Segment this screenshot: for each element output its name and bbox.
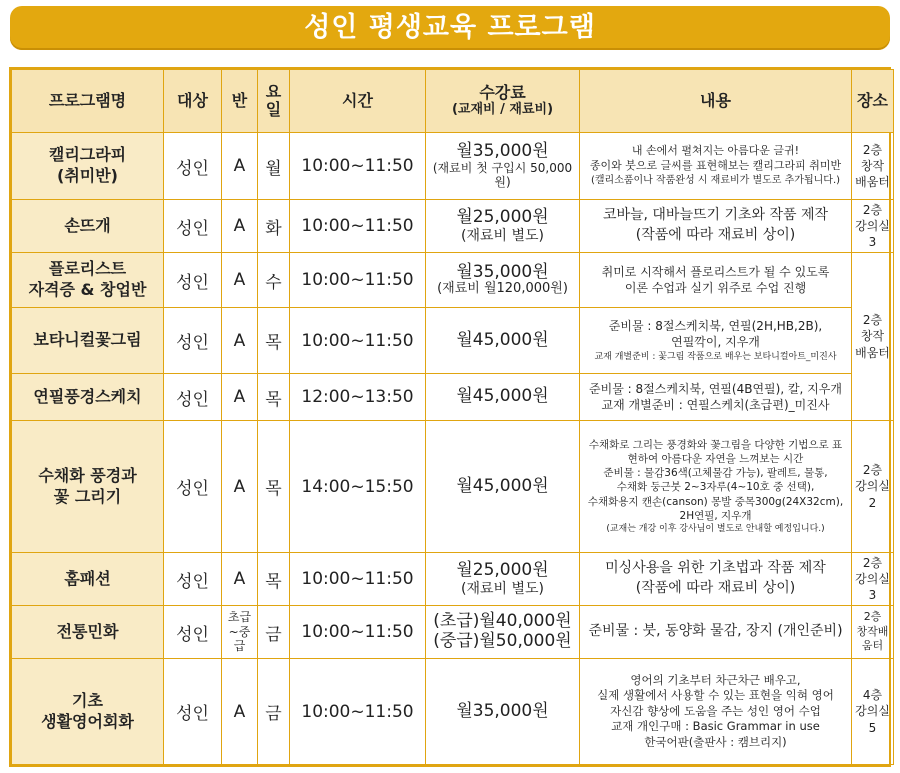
location-line: 강의실3 bbox=[855, 571, 890, 603]
target-cell: 성인 bbox=[164, 308, 222, 374]
content-line: 연필깍이, 지우개 bbox=[671, 335, 760, 350]
page-title: 성인 평생교육 프로그램 bbox=[304, 12, 596, 43]
table-row bbox=[12, 374, 894, 421]
content-line: 영어의 기초부터 차근차근 배우고, bbox=[630, 672, 801, 687]
program-name-line: (취미반) bbox=[57, 166, 118, 185]
content-line: 미싱사용을 위한 기초법과 작품 제작 bbox=[605, 560, 826, 577]
header-content: 내용 bbox=[580, 70, 852, 133]
fee-amount: (초급)월40,000원 bbox=[433, 611, 572, 632]
content-line: (교재는 개강 이후 강사님이 별도로 안내할 예정입니다.) bbox=[606, 523, 825, 534]
fee-amount: 월35,000원 bbox=[456, 261, 549, 282]
table-row bbox=[12, 421, 894, 553]
fee-note: (재료비 별도) bbox=[461, 580, 544, 597]
location-line: 강의실5 bbox=[855, 704, 890, 735]
target-cell: 성인 bbox=[164, 253, 222, 308]
location-line: 2층 bbox=[862, 142, 883, 157]
program-name bbox=[12, 553, 164, 606]
content-cell bbox=[580, 606, 852, 659]
fee-note: (재료비 월120,000원) bbox=[437, 281, 568, 297]
fee-cell bbox=[426, 659, 580, 765]
fee-amount: 월25,000원 bbox=[456, 207, 549, 228]
location-line: 2층 bbox=[862, 313, 883, 328]
target-cell: 성인 bbox=[164, 374, 222, 421]
day-cell: 목 bbox=[258, 553, 290, 606]
content-cell bbox=[580, 308, 852, 374]
day-cell: 화 bbox=[258, 200, 290, 253]
fee-amount: 월25,000원 bbox=[456, 560, 549, 581]
content-line: 준비물 : 물감36색(고체물감 가능), 팔레트, 물통, bbox=[603, 467, 828, 480]
program-name bbox=[12, 421, 164, 553]
program-table-wrapper bbox=[9, 67, 891, 767]
fee-amount: 월45,000원 bbox=[456, 475, 549, 496]
content-cell bbox=[580, 421, 852, 553]
class-cell: A bbox=[222, 374, 258, 421]
time-cell: 12:00~13:50 bbox=[290, 374, 426, 421]
location-line: 4층 bbox=[862, 688, 883, 703]
fee-amount: 월35,000원 bbox=[456, 700, 549, 721]
content-line: 내 손에서 펼쳐지는 아름다운 글귀! bbox=[631, 144, 800, 158]
location-cell bbox=[852, 253, 894, 421]
time-cell: 10:00~11:50 bbox=[290, 606, 426, 659]
location-cell bbox=[852, 200, 894, 253]
content-line: (작품에 따라 재료비 상이) bbox=[635, 580, 796, 596]
location-line: 배움터 bbox=[855, 175, 890, 190]
location-cell bbox=[852, 606, 894, 659]
program-name bbox=[12, 253, 164, 308]
content-line: (작품에 따라 재료비 상이) bbox=[635, 227, 796, 243]
program-name-line: 기초 bbox=[72, 690, 103, 710]
fee-note: (재료비 별도) bbox=[461, 227, 544, 244]
day-cell: 목 bbox=[258, 308, 290, 374]
content-line: (캘리소품이나 작품완성 시 재료비가 별도로 추가됩니다.) bbox=[590, 175, 841, 187]
content-line: 이론 수업과 실기 위주로 수업 진행 bbox=[624, 281, 807, 295]
fee-amount-2: (중급)월50,000원 bbox=[433, 631, 572, 651]
location-line: 2층 bbox=[863, 609, 882, 623]
program-name-line: 캘리그라피 bbox=[48, 145, 127, 165]
content-line: 종이와 붓으로 글씨를 표현해보는 캘리그라피 취미반 bbox=[589, 159, 842, 173]
program-name bbox=[12, 308, 164, 374]
location-line: 강의실3 bbox=[855, 218, 890, 250]
class-cell: A bbox=[222, 421, 258, 553]
content-line: 준비물 : 붓, 동양화 물감, 장지 (개인준비) bbox=[588, 623, 843, 640]
time-cell: 10:00~11:50 bbox=[290, 200, 426, 253]
content-line: 수채화로 그리는 풍경화와 꽃그림을 다양한 기법으로 표 bbox=[588, 438, 843, 451]
program-name-line: 자격증 & 창업반 bbox=[28, 280, 147, 299]
header-class: 반 bbox=[222, 70, 258, 133]
header-fee-sub: (교재비 / 재료비) bbox=[451, 101, 554, 117]
fee-cell bbox=[426, 606, 580, 659]
content-cell bbox=[580, 659, 852, 765]
location-line: 강의실2 bbox=[855, 479, 890, 510]
program-name bbox=[12, 200, 164, 253]
content-line: 준비물 : 8절스케치북, 연필(4B연필), 칼, 지우개 bbox=[589, 381, 842, 396]
location-cell bbox=[852, 659, 894, 765]
day-cell: 금 bbox=[258, 659, 290, 765]
content-line: 교재 개별준비 : 꽃그림 작품으로 배우는 보타니컬아트_미진사 bbox=[594, 351, 837, 362]
day-cell: 월 bbox=[258, 133, 290, 200]
program-name-line: 수채화 풍경과 bbox=[38, 465, 137, 485]
header-time: 시간 bbox=[290, 70, 426, 133]
class-cell: A bbox=[222, 253, 258, 308]
program-name-line: 플로리스트 bbox=[48, 259, 127, 279]
program-name bbox=[12, 606, 164, 659]
content-line: 자신감 향상에 도움을 주는 성인 영어 수업 bbox=[610, 703, 821, 718]
time-cell: 10:00~11:50 bbox=[290, 659, 426, 765]
table-row bbox=[12, 253, 894, 308]
table-row bbox=[12, 553, 894, 606]
content-line: 교재 개인구매 : Basic Grammar in use bbox=[611, 719, 820, 734]
day-cell: 목 bbox=[258, 421, 290, 553]
time-cell: 10:00~11:50 bbox=[290, 133, 426, 200]
program-name-line: 생활영어회화 bbox=[41, 711, 134, 731]
location-line: 2층 bbox=[862, 202, 883, 217]
class-cell: A bbox=[222, 200, 258, 253]
fee-amount: 월35,000원 bbox=[456, 141, 549, 162]
content-line: 2H연필, 지우개 bbox=[679, 509, 752, 522]
location-line: 창작배움터 bbox=[856, 624, 889, 653]
header-day: 요일 bbox=[258, 70, 290, 133]
target-cell: 성인 bbox=[164, 200, 222, 253]
content-cell bbox=[580, 253, 852, 308]
header-fee bbox=[426, 70, 580, 133]
class-cell: A bbox=[222, 659, 258, 765]
header-name: 프로그램명 bbox=[12, 70, 164, 133]
content-line: 실제 생활에서 사용할 수 있는 표현을 익혀 영어 bbox=[597, 688, 834, 703]
location-cell bbox=[852, 421, 894, 553]
target-cell: 성인 bbox=[164, 421, 222, 553]
fee-note: (재료비 첫 구입시 50,000원) bbox=[432, 160, 573, 189]
content-line: 수채화용지 캔손(canson) 몽발 중목300g(24X32cm), bbox=[587, 495, 844, 508]
header-fee-label: 수강료 bbox=[479, 83, 526, 103]
program-name bbox=[12, 374, 164, 421]
table-row bbox=[12, 308, 894, 374]
day-cell: 수 bbox=[258, 253, 290, 308]
content-cell bbox=[580, 553, 852, 606]
target-cell: 성인 bbox=[164, 659, 222, 765]
time-cell: 10:00~11:50 bbox=[290, 308, 426, 374]
location-line: 창작 bbox=[860, 158, 885, 173]
location-line: 2층 bbox=[862, 555, 883, 570]
program-table bbox=[11, 69, 894, 765]
fee-amount: 월45,000원 bbox=[456, 386, 549, 407]
header-target: 대상 bbox=[164, 70, 222, 133]
fee-amount: 월45,000원 bbox=[456, 329, 549, 350]
program-name-line: 전통민화 bbox=[56, 621, 119, 641]
fee-cell bbox=[426, 421, 580, 553]
table-header-row bbox=[12, 70, 894, 133]
location-line: 2층 bbox=[862, 463, 883, 478]
table-row bbox=[12, 606, 894, 659]
content-line: 교재 개별준비 : 연필스케치(초급편)_미진사 bbox=[601, 398, 830, 412]
time-cell: 10:00~11:50 bbox=[290, 553, 426, 606]
day-cell: 금 bbox=[258, 606, 290, 659]
content-cell bbox=[580, 200, 852, 253]
content-cell bbox=[580, 374, 852, 421]
location-cell bbox=[852, 133, 894, 200]
fee-cell bbox=[426, 374, 580, 421]
class-cell: A bbox=[222, 133, 258, 200]
day-cell: 목 bbox=[258, 374, 290, 421]
content-line: 현하여 아름다운 자연을 느껴보는 시간 bbox=[627, 453, 804, 466]
time-cell: 10:00~11:50 bbox=[290, 253, 426, 308]
content-cell bbox=[580, 133, 852, 200]
fee-cell bbox=[426, 253, 580, 308]
program-name-line: 보타니컬꽃그림 bbox=[33, 330, 142, 350]
program-name-line: 홈패션 bbox=[64, 568, 111, 588]
content-line: 한국어판(출판사 : 캠브리지) bbox=[644, 734, 787, 749]
target-cell: 성인 bbox=[164, 133, 222, 200]
class-cell: A bbox=[222, 308, 258, 374]
table-row bbox=[12, 200, 894, 253]
location-line: 배움터 bbox=[855, 345, 890, 360]
location-line: 창작 bbox=[860, 329, 885, 344]
fee-cell bbox=[426, 200, 580, 253]
content-line: 수채화 둥근붓 2~3자루(4~10호 중 선택), bbox=[616, 481, 815, 494]
target-cell: 성인 bbox=[164, 606, 222, 659]
content-line: 취미로 시작해서 플로리스트가 될 수 있도록 bbox=[601, 264, 830, 279]
table-row bbox=[12, 659, 894, 765]
fee-cell bbox=[426, 553, 580, 606]
class-cell: A bbox=[222, 553, 258, 606]
program-name bbox=[12, 133, 164, 200]
time-cell: 14:00~15:50 bbox=[290, 421, 426, 553]
program-name-line: 손뜨개 bbox=[64, 215, 111, 235]
content-line: 코바늘, 대바늘뜨기 기초와 작품 제작 bbox=[602, 207, 829, 224]
table-row bbox=[12, 133, 894, 200]
title-banner bbox=[10, 6, 890, 50]
program-name-line: 꽃 그리기 bbox=[53, 486, 122, 506]
header-location: 장소 bbox=[852, 70, 894, 133]
program-name-line: 연필풍경스케치 bbox=[33, 386, 142, 406]
fee-cell bbox=[426, 133, 580, 200]
target-cell: 성인 bbox=[164, 553, 222, 606]
class-cell: 초급~중급 bbox=[222, 606, 258, 659]
program-name bbox=[12, 659, 164, 765]
content-line: 준비물 : 8절스케치북, 연필(2H,HB,2B), bbox=[608, 319, 823, 334]
fee-cell bbox=[426, 308, 580, 374]
location-cell bbox=[852, 553, 894, 606]
